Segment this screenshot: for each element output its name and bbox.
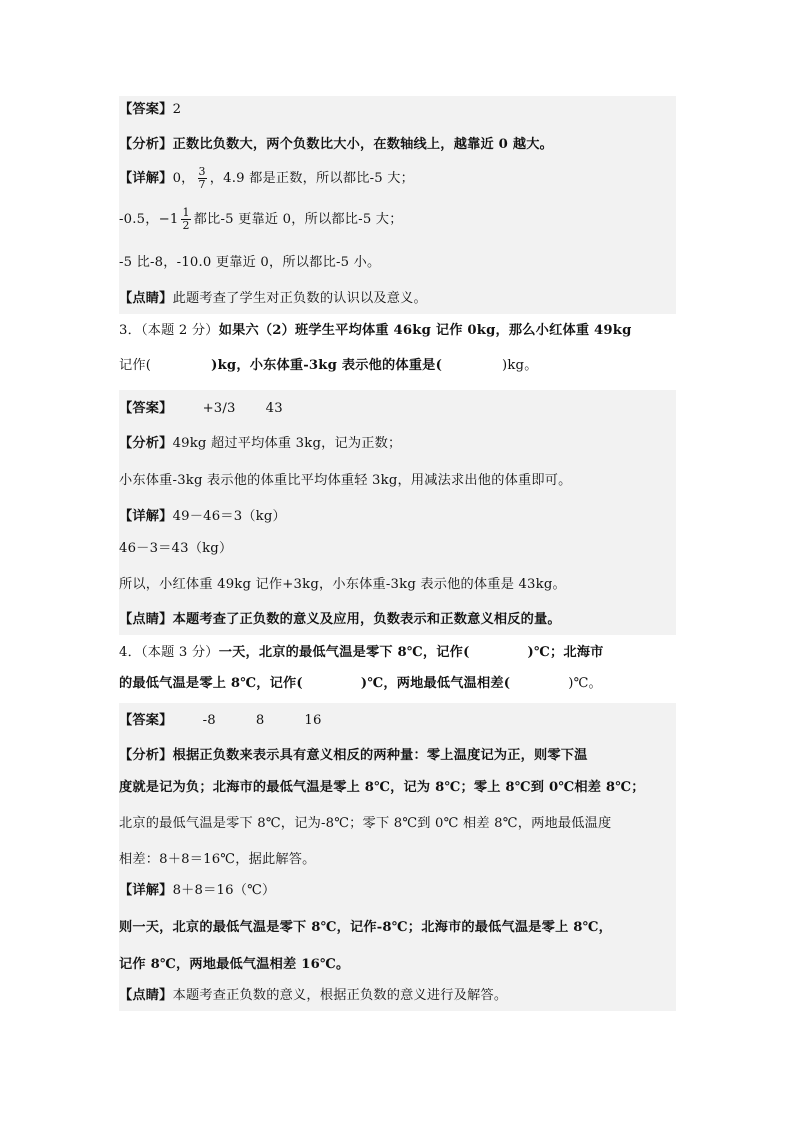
fraction-denominator: 7 [198,178,206,191]
question-text: 的最低气温是零上 8℃，记作( [119,676,303,691]
detail-tag: 【详解】 [119,509,173,524]
analysis-text: 度就是记为负；北海市的最低气温是零上 8℃，记为 8℃；零上 8℃到 0℃相差 8℃； [119,780,645,795]
detail-text: -5 比-8，-10.0 更靠近 0，所以都比-5 小。 [119,255,381,270]
detail-text: 记作 8℃，两地最低气温相差 16℃。 [119,957,350,972]
q4-analysis-line-3 [119,815,611,833]
fraction [181,207,190,232]
detail-text: 所以，小红体重 49kg 记作+3kg，小东体重-3kg 表示他的体重是 43kg。 [119,577,566,592]
q4-analysis-line-2 [119,779,645,797]
answer-value: 8 [255,713,265,728]
analysis-tag: 【分析】 [119,436,173,451]
fraction-denominator: 2 [182,219,190,232]
q4-review-line [119,987,507,1005]
detail-text: 46－3＝43（kg） [119,541,233,556]
answer-tag: 【答案】 [119,401,173,416]
question-text: )℃；北海市 [527,645,604,660]
review-text: 此题考查了学生对正负数的认识以及意义。 [172,291,427,306]
q3-stem-line-2 [119,357,538,375]
answer-tag: 【答案】 [119,713,173,728]
question-text: )℃，两地最低气温相差( [360,676,511,691]
analysis-text: 相差：8＋8＝16℃，据此解答。 [119,852,316,867]
detail-text: 则一天，北京的最低气温是零下 8℃，记作-8℃；北海市的最低气温是零上 8℃， [119,920,613,935]
q2-detail-line-3 [119,254,380,272]
answer-value: 43 [265,401,283,416]
q2-detail-line-1 [119,164,414,194]
detail-text: ，4.9 都是正数，所以都比-5 大； [209,171,415,186]
detail-text: 都比-5 更靠近 0，所以都比-5 大； [193,212,403,227]
answer-value: -8 [202,713,216,728]
question-text: )℃。 [568,676,602,691]
q3-detail-line-1 [119,508,286,526]
detail-text: 0， [172,171,195,186]
fraction-numerator: 3 [198,165,206,178]
analysis-text: 根据正负数来表示具有意义相反的两种量：零上温度记为正，则零下温 [172,748,588,763]
analysis-tag: 【分析】 [119,137,173,152]
detail-text: 8＋8＝16（℃） [172,883,276,898]
q3-analysis-line-1 [119,435,401,453]
fraction [198,166,207,191]
question-text: )kg，小东体重-3kg 表示他的体重是( [211,358,443,373]
q3-analysis-line-2 [119,472,572,490]
analysis-tag: 【分析】 [119,748,173,763]
review-text: 本题考查正负数的意义，根据正负数的意义进行及解答。 [172,988,508,1003]
q4-detail-line-1 [119,882,275,900]
review-tag: 【点睛】 [119,291,173,306]
review-tag: 【点睛】 [119,988,173,1003]
q2-answer-line [119,101,181,119]
analysis-text: 49kg 超过平均体重 3kg，记为正数； [172,436,402,451]
question-text: 如果六（2）班学生平均体重 46kg 记作 0kg，那么小红体重 49kg [218,323,632,338]
answer-value: 16 [304,713,322,728]
analysis-text: 正数比负数大，两个负数比大小，在数轴线上，越靠近 0 越大。 [172,137,553,152]
q4-stem-line-2 [119,675,602,693]
q4-detail-line-2 [119,919,612,937]
q2-analysis-line [119,136,553,154]
q2-detail-line-2 [119,205,403,235]
answer-value: +3/3 [202,401,236,416]
q4-stem-line-1 [119,644,604,662]
answer-tag: 【答案】 [119,102,173,117]
q4-analysis-line-1 [119,747,588,765]
q2-review-line [119,290,427,308]
q3-detail-line-3 [119,576,566,594]
q3-stem-line-1 [119,322,632,340]
detail-tag: 【详解】 [119,171,173,186]
q4-answer-line [119,712,322,730]
detail-text: -0.5，−1 [119,212,179,227]
fraction-numerator: 1 [182,206,190,219]
question-number: 3．（本题 2 分） [119,323,219,338]
analysis-text: 小东体重-3kg 表示他的体重比平均体重轻 3kg，用减法求出他的体重即可。 [119,473,572,488]
question-text: 记作( [119,358,152,373]
q3-review-line [119,611,561,629]
question-text: )kg。 [502,358,538,373]
q4-detail-line-3 [119,956,349,974]
question-number: 4．（本题 3 分） [119,645,219,660]
question-text: 一天，北京的最低气温是零下 8℃，记作( [218,645,470,660]
q4-analysis-line-4 [119,851,316,869]
q3-answer-line [119,400,283,418]
answer-value: 2 [172,102,182,117]
q3-detail-line-2 [119,540,232,558]
review-tag: 【点睛】 [119,612,173,627]
detail-text: 49－46＝3（kg） [172,509,286,524]
detail-tag: 【详解】 [119,883,173,898]
analysis-text: 北京的最低气温是零下 8℃，记为-8℃；零下 8℃到 0℃ 相差 8℃，两地最低温度 [119,816,612,831]
review-text: 本题考查了正负数的意义及应用，负数表示和正数意义相反的量。 [172,612,561,627]
